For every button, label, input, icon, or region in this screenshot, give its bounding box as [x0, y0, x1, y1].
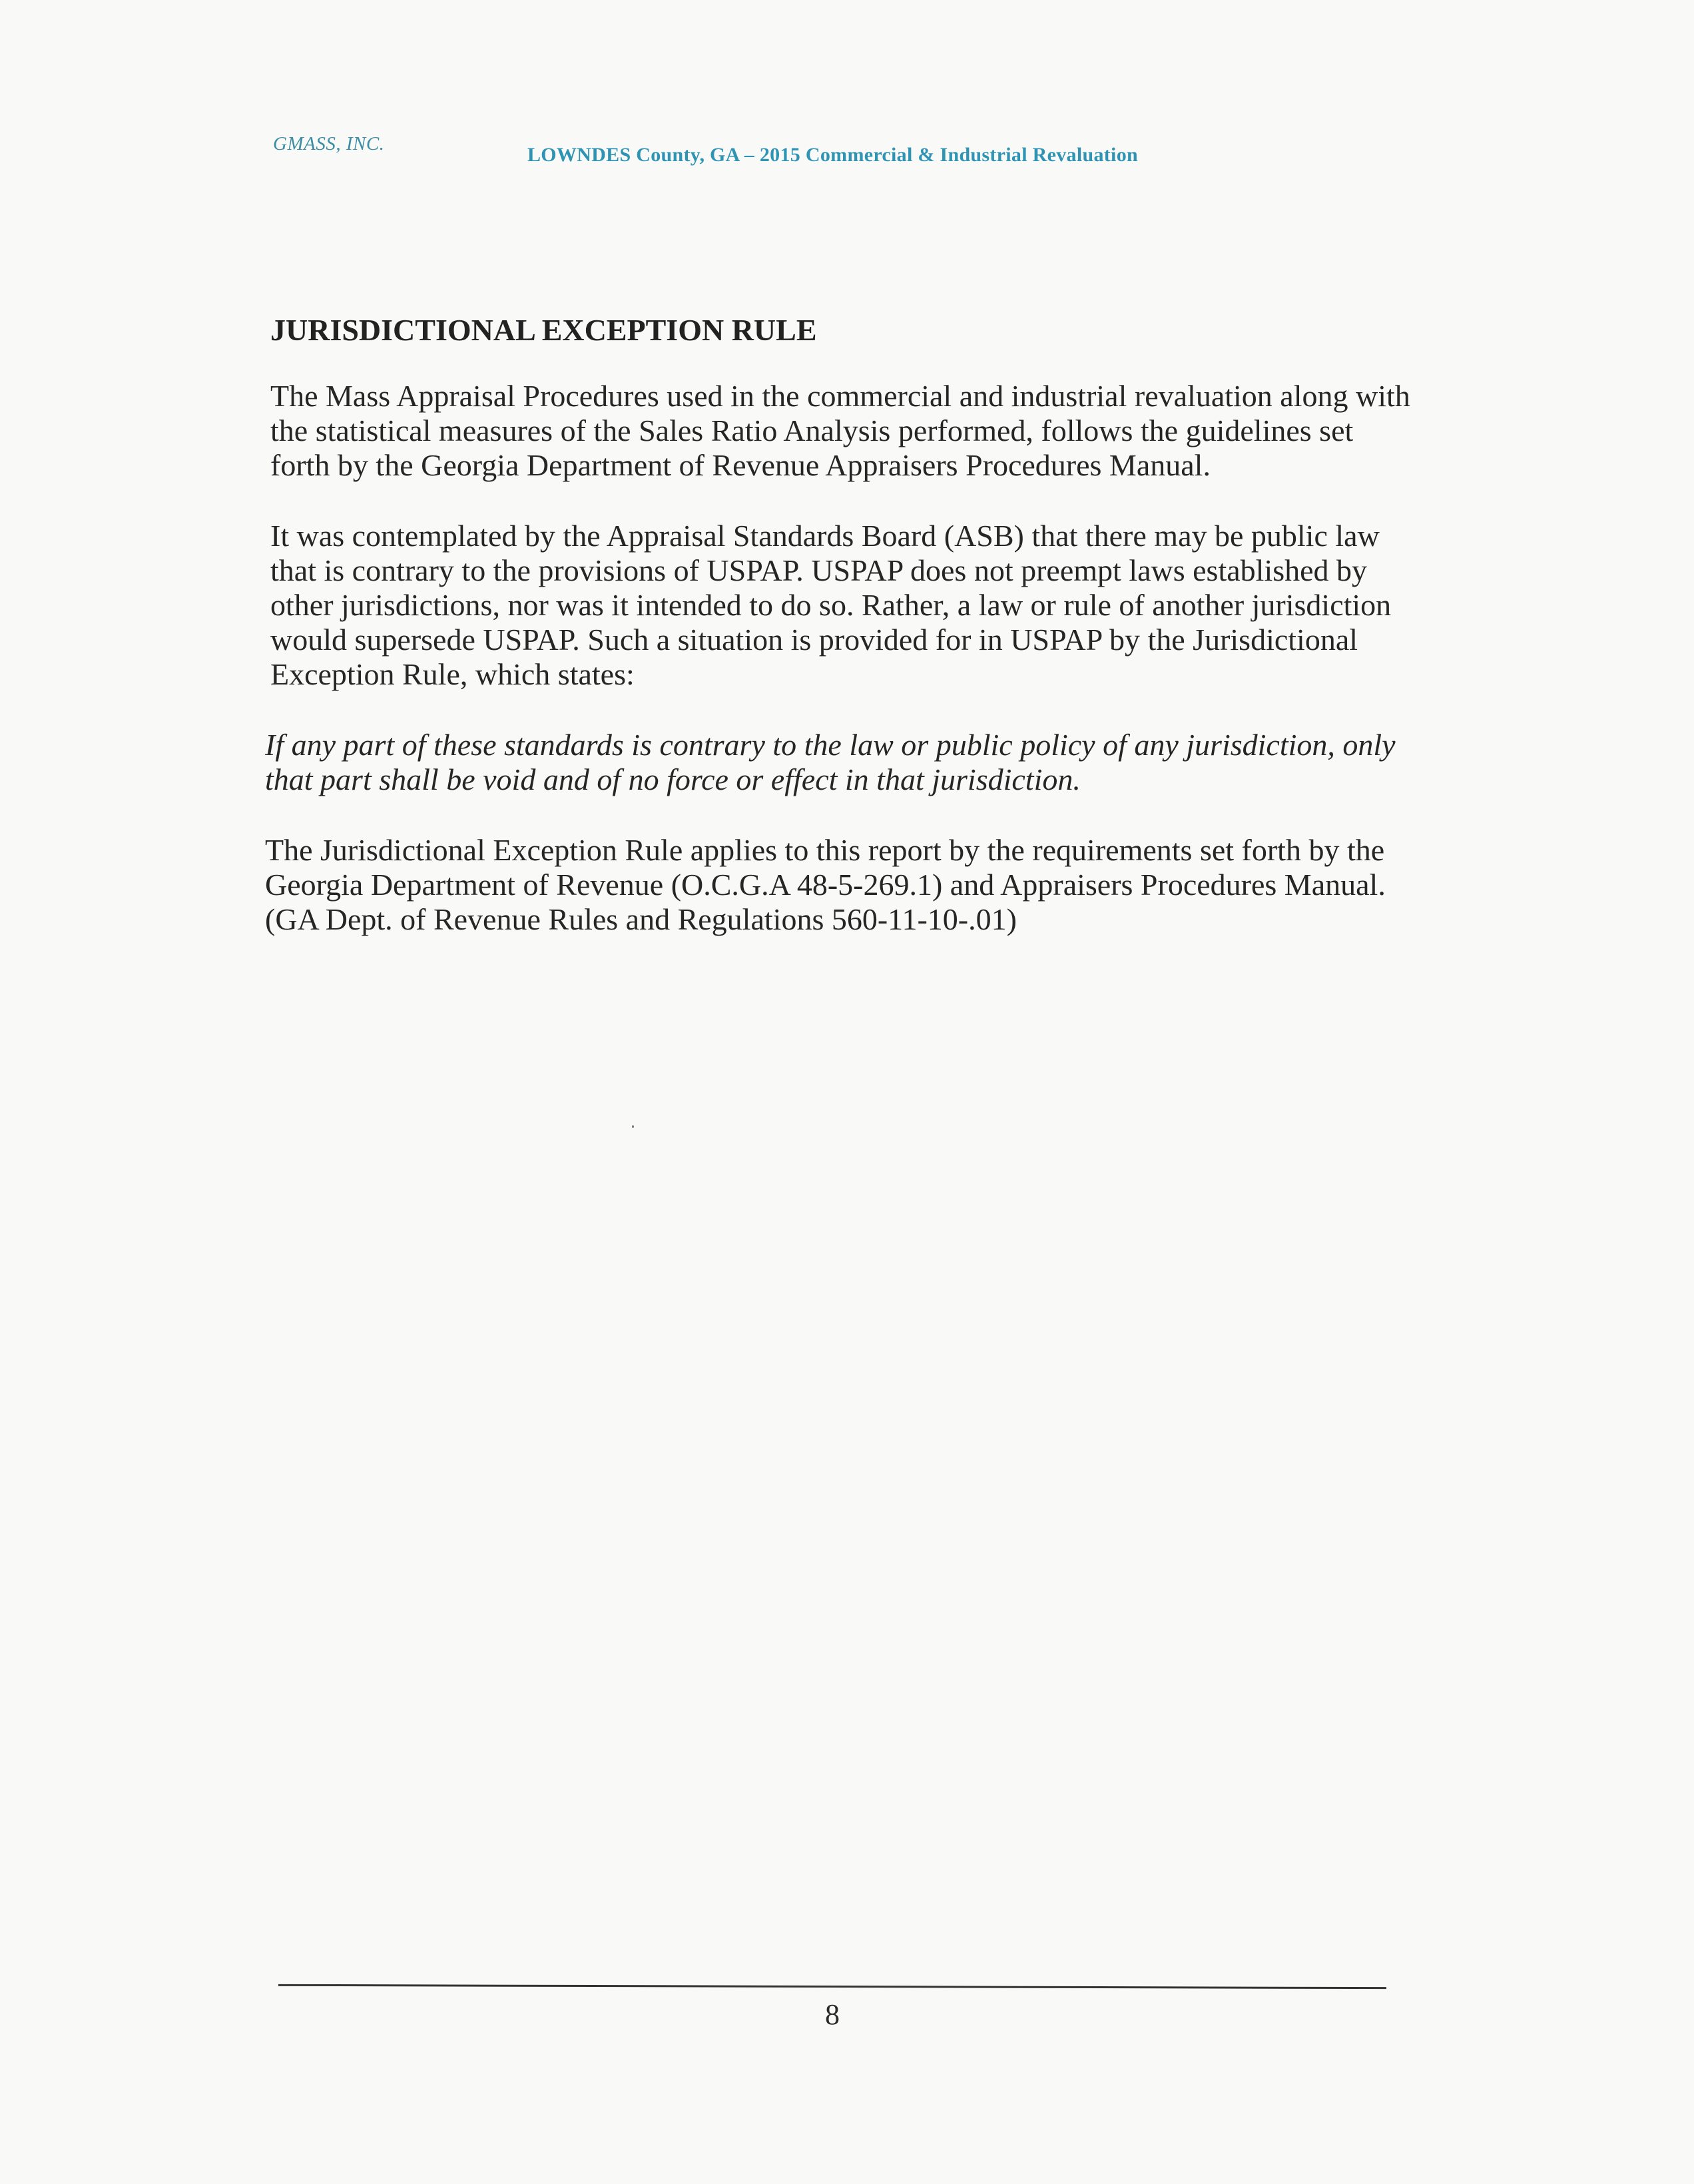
- header-company: GMASS, INC.: [273, 133, 385, 154]
- paragraph-intro: The Mass Appraisal Procedures used in the commercial and industrial revaluation along with the statistical measures of the Sales Ratio Analysis performed, follows the guidelines set forth by the Georgia Department of Revenue Appraisers Procedures Manual.: [270, 378, 1410, 482]
- scan-speck: [632, 1125, 634, 1128]
- footer-divider: [278, 1984, 1386, 1989]
- main-content: [265, 313, 1417, 973]
- paragraph-asb: It was contemplated by the Appraisal Standards Board (ASB) that there may be public law that is contrary to the provisions of USPAP. USPAP does not preempt laws established by other jurisdictions, nor was it intended to do so. Rather, a law or rule of another jurisdiction would supersede USPAP. Such a situation is provided for in USPAP by the Jurisdictional Exception Rule, which states:: [270, 518, 1392, 691]
- page-number: 8: [825, 1998, 840, 2031]
- header-title: LOWNDES County, GA – 2015 Commercial & Industrial Revaluation: [527, 144, 1138, 166]
- paragraph-rule-quote: If any part of these standards is contrary to the law or public policy of any jurisdiction, only that part shall be void and of no force or effect in that jurisdiction.: [265, 727, 1396, 796]
- section-heading: JURISDICTIONAL EXCEPTION RULE: [270, 313, 817, 347]
- paragraph-application: The Jurisdictional Exception Rule applies to this report by the requirements set forth by the Georgia Department of Revenue (O.C.G.A 48-5-269.1) and Appraisers Procedures Manual. (GA Dept. of Revenue Rules and Regulations 560-11-10-.01): [265, 832, 1386, 936]
